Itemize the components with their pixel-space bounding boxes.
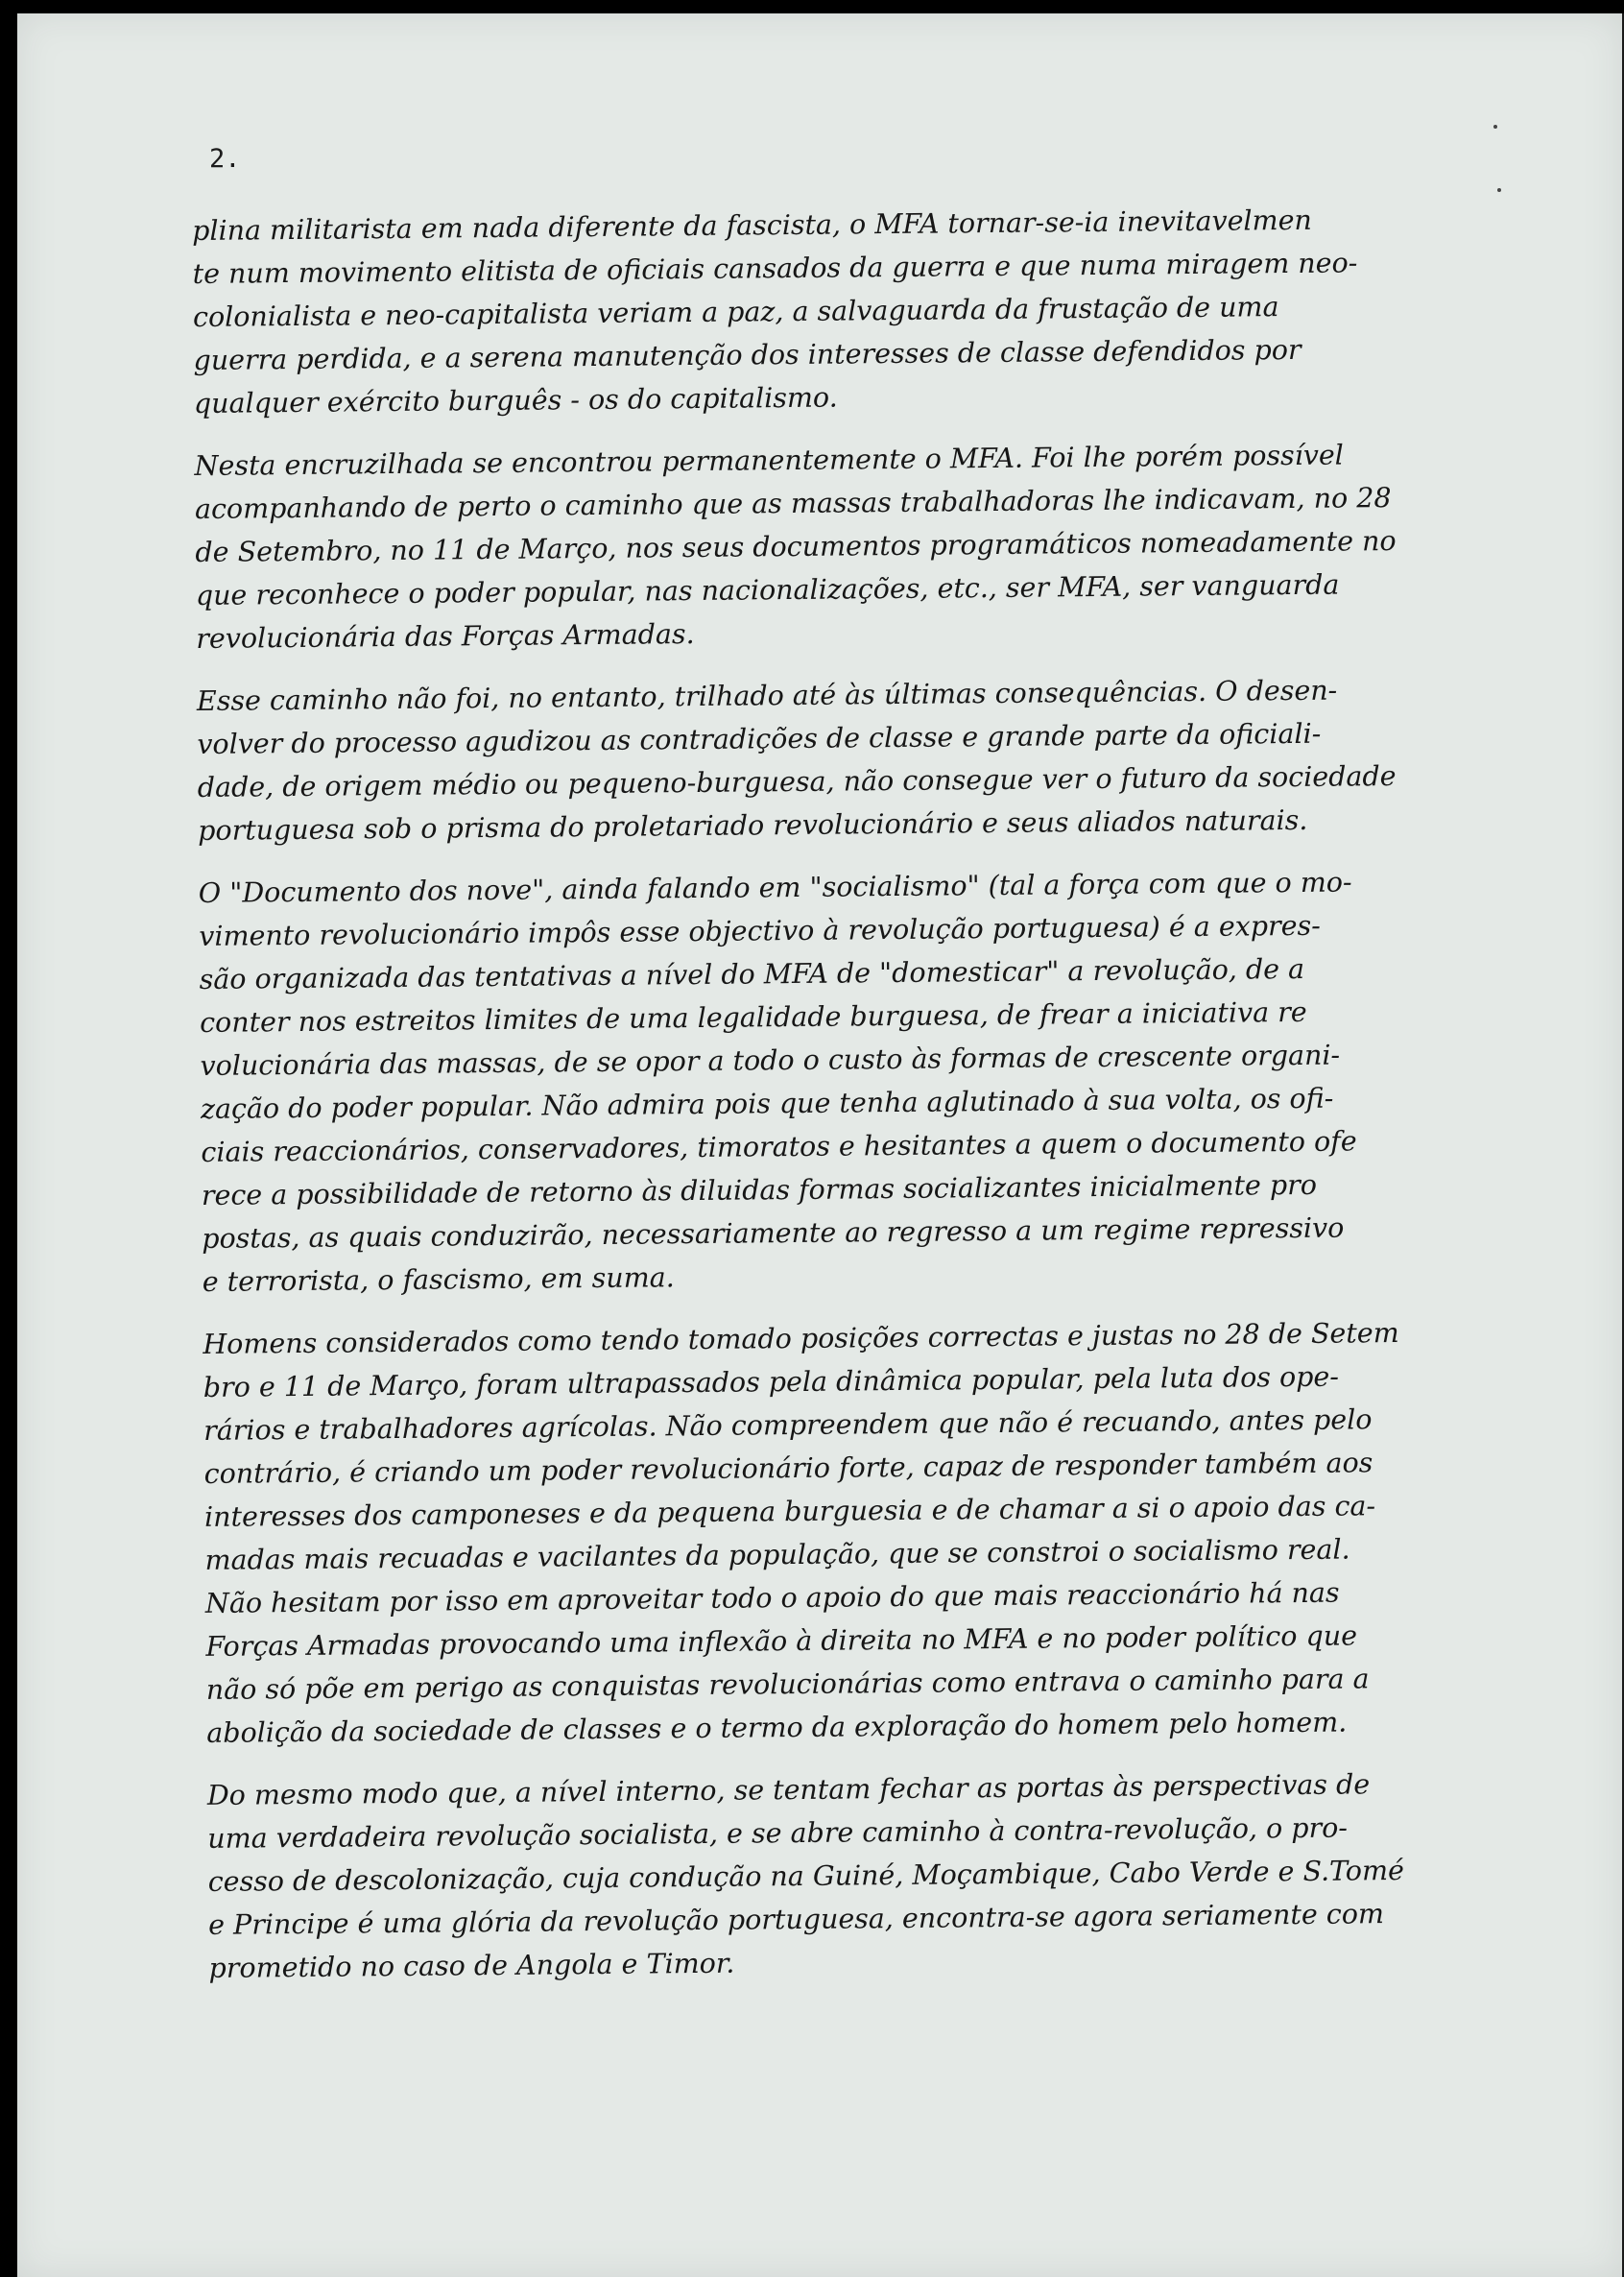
text-line: Forças Armadas provocando uma inflexão à direita no MFA e no poder político que [205, 1619, 1358, 1663]
text-line: colonialista e neo-capitalista veriam a paz, a salvaguarda da frustação de uma [192, 291, 1279, 333]
text-line: madas mais recuadas e vacilantes da população, que se constroi o socialismo real. [204, 1533, 1350, 1576]
paragraph [207, 1762, 1534, 1990]
paragraph [197, 667, 1523, 852]
ink-speck [1497, 188, 1501, 192]
text-line: Homens considerados como tendo tomado posições correctas e justas no 28 de Setem [203, 1316, 1399, 1360]
text-line: rece a possibilidade de retorno às diluidas formas socializantes inicialmente pro [201, 1168, 1318, 1211]
text-line: plina militarista em nada diferente da fascista, o MFA tornar-se-ia inevitavelmen [192, 204, 1312, 247]
text-line: volucionária das massas, de se opor a todo o custo às formas de crescente organi- [200, 1039, 1341, 1082]
text-line: uma verdadeira revolução socialista, e se abre caminho à contra-revolução, o pro- [207, 1811, 1349, 1855]
scan-left-border [0, 0, 17, 2277]
text-line: O "Documento dos nove", ainda falando em "socialismo" (tal a força com que o mo- [198, 866, 1352, 909]
paragraph [192, 197, 1518, 425]
text-line: dade, de origem médio ou pequeno-burguesa, não consegue ver o futuro da sociedade [197, 759, 1397, 803]
text-line: Não hesitam por isso em aproveitar todo o apoio do que mais reaccionário há nas [204, 1576, 1340, 1619]
text-line: não só põe em perigo as conquistas revolucionárias como entrava o caminho para a [205, 1663, 1370, 1706]
text-line: ciais reaccionários, conservadores, timoratos e hesitantes a quem o documento ofe [201, 1125, 1357, 1168]
text-line: postas, as quais conduzirão, necessariamente ao regresso a um regime repressivo [202, 1211, 1345, 1255]
text-line: contrário, é criando um poder revolucionário forte, capaz de responder também aos [203, 1447, 1373, 1490]
text-line: interesses dos camponeses e da pequena burguesia e de chamar a si o apoio das ca- [203, 1490, 1376, 1533]
text-line: guerra perdida, e a serena manutenção dos interesses de classe defendidos por [193, 333, 1302, 376]
text-line: abolição da sociedade de classes e o termo da exploração do homem pelo homem. [206, 1706, 1348, 1749]
text-line: Esse caminho não foi, no entanto, trilhado até às últimas consequências. O desen- [196, 674, 1338, 717]
text-line: conter nos estreitos limites de uma legalidade burguesa, de frear a iniciativa re [199, 995, 1307, 1039]
text-line: qualquer exército burguês - os do capitalismo. [193, 381, 838, 419]
text-line: e Principe é uma glória da revolução portuguesa, encontra-se agora seriamente com [208, 1898, 1385, 1941]
text-line: prometido no caso de Angola e Timor. [208, 1947, 735, 1984]
text-line: revolucionária das Forças Armadas. [196, 617, 695, 655]
page-number: 2. [209, 144, 241, 174]
text-line: acompanhando de perto o caminho que as massas trabalhadoras lhe indicavam, no 28 [194, 482, 1392, 525]
text-line: Do mesmo modo que, a nível interno, se tentam fechar as portas às perspectivas de [206, 1768, 1371, 1811]
paragraph [203, 1310, 1531, 1755]
text-line: de Setembro, no 11 de Março, nos seus documentos programáticos nomeadamente no [195, 524, 1397, 568]
paragraph [194, 432, 1520, 660]
text-line: são organizada das tentativas a nível do MFA de "domesticar" a revolução, de a [199, 952, 1305, 995]
paragraph [199, 859, 1527, 1304]
text-line: que reconhece o poder popular, nas nacionalizações, etc., ser MFA, ser vanguarda [195, 568, 1340, 611]
text-line: zação do poder popular. Não admira pois que tenha aglutinado à sua volta, os ofi- [200, 1082, 1334, 1125]
text-line: cesso de descolonização, cuja condução na Guiné, Moçambique, Cabo Verde e S.Tomé [207, 1854, 1405, 1898]
text-line: volver do processo agudizou as contradições de classe e grande parte da oficiali- [197, 717, 1322, 760]
text-line: e terrorista, o fascismo, em suma. [202, 1261, 675, 1298]
text-line: bro e 11 de Março, foram ultrapassados pela dinâmica popular, pela luta dos ope- [203, 1360, 1340, 1403]
text-line: vimento revolucionário impôs esse objectivo à revolução portuguesa) é a expres- [199, 909, 1321, 952]
text-line: te num movimento elitista de oficiais cansados da guerra e que numa miragem neo- [192, 247, 1358, 290]
body-text [192, 197, 1534, 2009]
scan-top-border [0, 0, 1624, 13]
text-line: portuguesa sob o prisma do proletariado revolucionário e seus aliados naturais. [198, 803, 1308, 847]
ink-speck [1493, 125, 1497, 129]
text-line: Nesta encruzilhada se encontrou permanentemente o MFA. Foi lhe porém possível [194, 439, 1344, 482]
text-line: rários e trabalhadores agrícolas. Não compreendem que não é recuando, antes pelo [203, 1403, 1373, 1447]
